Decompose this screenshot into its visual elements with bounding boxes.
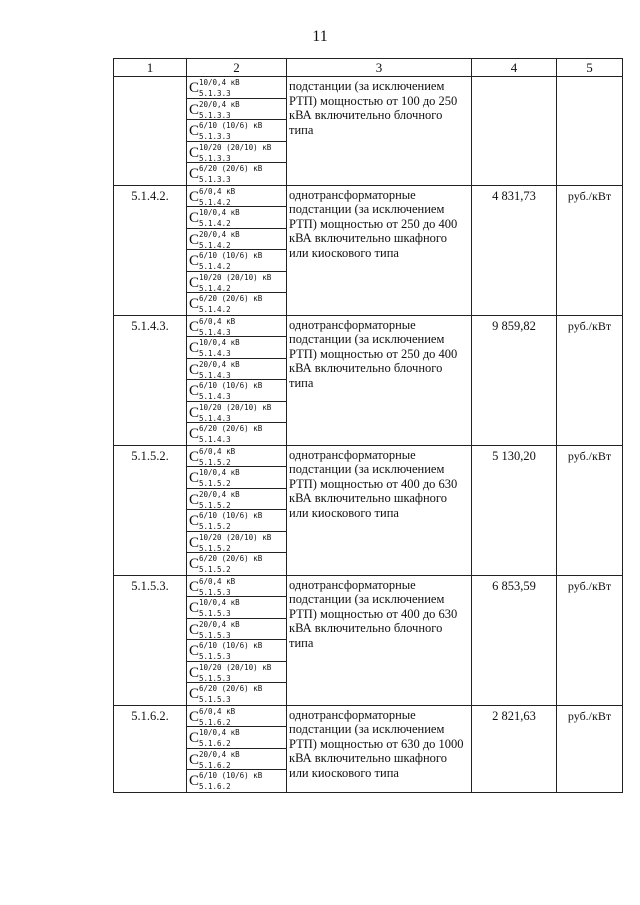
row-value bbox=[472, 77, 557, 186]
tariff-code-sym: C bbox=[189, 773, 200, 789]
tariff-code-sup: 10/20 (20/10) кВ bbox=[199, 532, 272, 542]
tariff-code-sym: C bbox=[189, 166, 200, 182]
tariff-code-sub: 5.1.5.2 bbox=[199, 457, 231, 467]
tariff-code-sup: 6/10 (10/6) кВ bbox=[199, 511, 263, 520]
row-unit: руб./кВт bbox=[557, 315, 623, 445]
tariff-code-sub: 5.1.5.3 bbox=[199, 695, 231, 704]
tariff-code-sym: C bbox=[189, 404, 200, 421]
tariff-code-sym: C bbox=[189, 751, 200, 768]
tariff-code-sym: C bbox=[189, 664, 200, 681]
tariff-code-sup: 6/0,4 кВ bbox=[199, 706, 236, 716]
tariff-code bbox=[187, 163, 286, 185]
row-description: однотрансформаторные подстанции (за исключением РТП) мощностью от 250 до 400 кВА включительно шкафного или киоскового типа bbox=[287, 185, 472, 315]
tariff-code bbox=[187, 446, 286, 468]
row-number: 5.1.5.3. bbox=[114, 575, 187, 705]
tariff-code-sup: 6/20 (20/6) кВ bbox=[199, 554, 263, 563]
tariff-code-sub: 5.1.4.3 bbox=[199, 327, 231, 337]
tariff-code-sym: C bbox=[189, 361, 200, 378]
tariff-code-sub: 5.1.4.2 bbox=[199, 240, 231, 250]
tariff-code-sym: C bbox=[189, 318, 200, 335]
tariff-code-sup: 20/0,4 кВ bbox=[199, 229, 240, 239]
row-description: однотрансформаторные подстанции (за исключением РТП) мощностью от 250 до 400 кВА включительно блочного типа bbox=[287, 315, 472, 445]
tariff-code bbox=[187, 402, 286, 424]
tariff-code-sup: 10/0,4 кВ bbox=[199, 598, 240, 607]
tariff-code bbox=[187, 510, 286, 532]
tariff-code-sym: C bbox=[189, 296, 200, 312]
tariff-code-sup: 6/0,4 кВ bbox=[199, 316, 236, 326]
tariff-code-sup: 6/20 (20/6) кВ bbox=[199, 424, 263, 433]
row-description: однотрансформаторные подстанции (за исключением РТП) мощностью от 400 до 630 кВА включительно шкафного или киоскового типа bbox=[287, 445, 472, 575]
tariff-code bbox=[187, 727, 286, 749]
tariff-code bbox=[187, 467, 286, 489]
tariff-code bbox=[187, 99, 286, 121]
row-unit: руб./кВт bbox=[557, 575, 623, 705]
tariff-code-sup: 20/0,4 кВ bbox=[199, 359, 240, 369]
tariff-code-sub: 5.1.4.3 bbox=[199, 349, 231, 358]
tariff-code-sub: 5.1.4.3 bbox=[199, 370, 231, 380]
tariff-code-sub: 5.1.5.2 bbox=[199, 500, 231, 510]
row-description: однотрансформаторные подстанции (за исключением РТП) мощностью от 400 до 630 кВА включительно блочного типа bbox=[287, 575, 472, 705]
tariff-codes bbox=[187, 77, 287, 186]
tariff-code-sub: 5.1.6.2 bbox=[199, 717, 231, 727]
tariff-code-sub: 5.1.5.2 bbox=[199, 543, 231, 553]
tariff-code-sup: 10/0,4 кВ bbox=[199, 338, 240, 347]
tariff-code-sym: C bbox=[189, 123, 200, 139]
tariff-code-sym: C bbox=[189, 534, 200, 551]
tariff-code-sub: 5.1.3.3 bbox=[199, 110, 231, 120]
tariff-code-sup: 6/20 (20/6) кВ bbox=[199, 164, 263, 173]
tariff-code bbox=[187, 120, 286, 142]
tariff-code bbox=[187, 142, 286, 164]
tariff-code bbox=[187, 250, 286, 272]
row-unit bbox=[557, 77, 623, 186]
tariff-code bbox=[187, 337, 286, 359]
tariff-code-sym: C bbox=[189, 470, 200, 486]
tariff-code bbox=[187, 640, 286, 662]
row-value: 9 859,82 bbox=[472, 315, 557, 445]
tariff-code-sup: 10/0,4 кВ bbox=[199, 468, 240, 477]
tariff-code-sup: 6/0,4 кВ bbox=[199, 186, 236, 196]
tariff-code-sub: 5.1.3.3 bbox=[199, 153, 231, 163]
header-col-1: 1 bbox=[114, 59, 187, 77]
tariff-code-sym: C bbox=[189, 578, 200, 595]
tariff-code-sym: C bbox=[189, 274, 200, 291]
tariff-code-sup: 10/0,4 кВ bbox=[199, 78, 240, 87]
table-header bbox=[114, 59, 623, 77]
page-number: 11 bbox=[312, 28, 328, 45]
row-unit: руб./кВт bbox=[557, 445, 623, 575]
tariff-code bbox=[187, 272, 286, 294]
tariff-code-sym: C bbox=[189, 556, 200, 572]
tariff-code-sym: C bbox=[189, 686, 200, 702]
tariff-code-sub: 5.1.5.3 bbox=[199, 609, 231, 618]
tariff-code-sub: 5.1.4.2 bbox=[199, 197, 231, 207]
row-number: 5.1.5.2. bbox=[114, 445, 187, 575]
tariff-code-sub: 5.1.3.3 bbox=[199, 89, 231, 98]
tariff-table bbox=[113, 58, 623, 793]
tariff-code-sym: C bbox=[189, 101, 200, 118]
tariff-code-sub: 5.1.4.3 bbox=[199, 435, 231, 444]
row-unit: руб./кВт bbox=[557, 705, 623, 792]
table-row bbox=[114, 185, 623, 315]
table-row bbox=[114, 705, 623, 792]
tariff-code bbox=[187, 316, 286, 338]
tariff-code-sup: 6/10 (10/6) кВ bbox=[199, 121, 263, 130]
table-row bbox=[114, 77, 623, 186]
tariff-code-sup: 10/20 (20/10) кВ bbox=[199, 662, 272, 672]
table-row bbox=[114, 445, 623, 575]
tariff-code bbox=[187, 77, 286, 99]
tariff-code-sym: C bbox=[189, 253, 200, 269]
header-col-5: 5 bbox=[557, 59, 623, 77]
tariff-code-sub: 5.1.4.3 bbox=[199, 392, 231, 401]
tariff-code-sub: 5.1.5.2 bbox=[199, 522, 231, 531]
tariff-code-sym: C bbox=[189, 231, 200, 248]
row-value: 6 853,59 bbox=[472, 575, 557, 705]
tariff-code-sym: C bbox=[189, 80, 200, 96]
tariff-code-sym: C bbox=[189, 730, 200, 746]
tariff-code-sup: 20/0,4 кВ bbox=[199, 489, 240, 499]
tariff-code-sub: 5.1.5.3 bbox=[199, 652, 231, 661]
tariff-code-sub: 5.1.4.2 bbox=[199, 305, 231, 314]
row-value: 5 130,20 bbox=[472, 445, 557, 575]
tariff-code-sup: 10/0,4 кВ bbox=[199, 728, 240, 737]
tariff-code-sup: 10/20 (20/10) кВ bbox=[199, 272, 272, 282]
row-number: 5.1.4.3. bbox=[114, 315, 187, 445]
tariff-code-sym: C bbox=[189, 188, 200, 205]
tariff-code bbox=[187, 489, 286, 511]
tariff-codes bbox=[187, 315, 287, 445]
tariff-code-sup: 20/0,4 кВ bbox=[199, 749, 240, 759]
header-col-3: 3 bbox=[287, 59, 472, 77]
tariff-code-sub: 5.1.5.3 bbox=[199, 673, 231, 683]
tariff-codes bbox=[187, 185, 287, 315]
tariff-code-sup: 6/20 (20/6) кВ bbox=[199, 294, 263, 303]
tariff-code-sub: 5.1.6.2 bbox=[199, 739, 231, 748]
tariff-codes bbox=[187, 445, 287, 575]
tariff-code bbox=[187, 597, 286, 619]
tariff-code-sub: 5.1.3.3 bbox=[199, 132, 231, 141]
row-value: 4 831,73 bbox=[472, 185, 557, 315]
tariff-code bbox=[187, 706, 286, 728]
tariff-code-sub: 5.1.5.3 bbox=[199, 587, 231, 597]
tariff-code-sub: 5.1.6.2 bbox=[199, 760, 231, 770]
tariff-codes bbox=[187, 575, 287, 705]
tariff-code-sup: 6/10 (10/6) кВ bbox=[199, 641, 263, 650]
tariff-code-sym: C bbox=[189, 513, 200, 529]
tariff-code-sup: 20/0,4 кВ bbox=[199, 619, 240, 629]
tariff-code-sup: 10/20 (20/10) кВ bbox=[199, 142, 272, 152]
tariff-code bbox=[187, 576, 286, 598]
tariff-code bbox=[187, 229, 286, 251]
tariff-code-sym: C bbox=[189, 448, 200, 465]
tariff-codes bbox=[187, 705, 287, 792]
tariff-code-sub: 5.1.5.3 bbox=[199, 630, 231, 640]
row-unit: руб./кВт bbox=[557, 185, 623, 315]
tariff-code bbox=[187, 423, 286, 445]
header-col-4: 4 bbox=[472, 59, 557, 77]
table-body bbox=[114, 77, 623, 793]
tariff-code-sup: 6/10 (10/6) кВ bbox=[199, 381, 263, 390]
tariff-code-sub: 5.1.4.2 bbox=[199, 283, 231, 293]
tariff-code-sup: 6/10 (10/6) кВ bbox=[199, 771, 263, 780]
tariff-code bbox=[187, 619, 286, 641]
tariff-code bbox=[187, 553, 286, 575]
tariff-code-sub: 5.1.5.2 bbox=[199, 479, 231, 488]
row-number bbox=[114, 77, 187, 186]
table-row bbox=[114, 315, 623, 445]
tariff-code-sym: C bbox=[189, 210, 200, 226]
row-value: 2 821,63 bbox=[472, 705, 557, 792]
tariff-code-sym: C bbox=[189, 144, 200, 161]
tariff-code-sup: 6/10 (10/6) кВ bbox=[199, 251, 263, 260]
tariff-code bbox=[187, 532, 286, 554]
tariff-code-sym: C bbox=[189, 383, 200, 399]
tariff-code-sub: 5.1.3.3 bbox=[199, 175, 231, 184]
tariff-code-sym: C bbox=[189, 491, 200, 508]
tariff-code-sub: 5.1.4.2 bbox=[199, 262, 231, 271]
tariff-code-sym: C bbox=[189, 600, 200, 616]
tariff-code bbox=[187, 207, 286, 229]
tariff-code bbox=[187, 186, 286, 208]
tariff-code-sup: 6/0,4 кВ bbox=[199, 576, 236, 586]
tariff-code bbox=[187, 293, 286, 315]
tariff-code bbox=[187, 380, 286, 402]
table-row bbox=[114, 575, 623, 705]
tariff-code-sup: 6/0,4 кВ bbox=[199, 446, 236, 456]
tariff-code-sub: 5.1.4.3 bbox=[199, 413, 231, 423]
row-number: 5.1.6.2. bbox=[114, 705, 187, 792]
tariff-code-sub: 5.1.6.2 bbox=[199, 782, 231, 791]
tariff-code bbox=[187, 749, 286, 771]
tariff-code-sub: 5.1.5.2 bbox=[199, 565, 231, 574]
tariff-code bbox=[187, 770, 286, 792]
tariff-code bbox=[187, 359, 286, 381]
tariff-code-sym: C bbox=[189, 621, 200, 638]
row-description: однотрансформаторные подстанции (за исключением РТП) мощностью от 630 до 1000 кВА включительно шкафного или киоскового типа bbox=[287, 705, 472, 792]
tariff-code-sub: 5.1.4.2 bbox=[199, 219, 231, 228]
tariff-code-sup: 20/0,4 кВ bbox=[199, 99, 240, 109]
tariff-code-sym: C bbox=[189, 708, 200, 725]
header-col-2: 2 bbox=[187, 59, 287, 77]
tariff-code bbox=[187, 683, 286, 705]
tariff-code bbox=[187, 662, 286, 684]
row-description: подстанции (за исключением РТП) мощностью от 100 до 250 кВА включительно блочного типа bbox=[287, 77, 472, 186]
tariff-code-sup: 6/20 (20/6) кВ bbox=[199, 684, 263, 693]
tariff-code-sup: 10/20 (20/10) кВ bbox=[199, 402, 272, 412]
tariff-code-sup: 10/0,4 кВ bbox=[199, 208, 240, 217]
tariff-code-sym: C bbox=[189, 643, 200, 659]
row-number: 5.1.4.2. bbox=[114, 185, 187, 315]
tariff-code-sym: C bbox=[189, 340, 200, 356]
tariff-code-sym: C bbox=[189, 426, 200, 442]
